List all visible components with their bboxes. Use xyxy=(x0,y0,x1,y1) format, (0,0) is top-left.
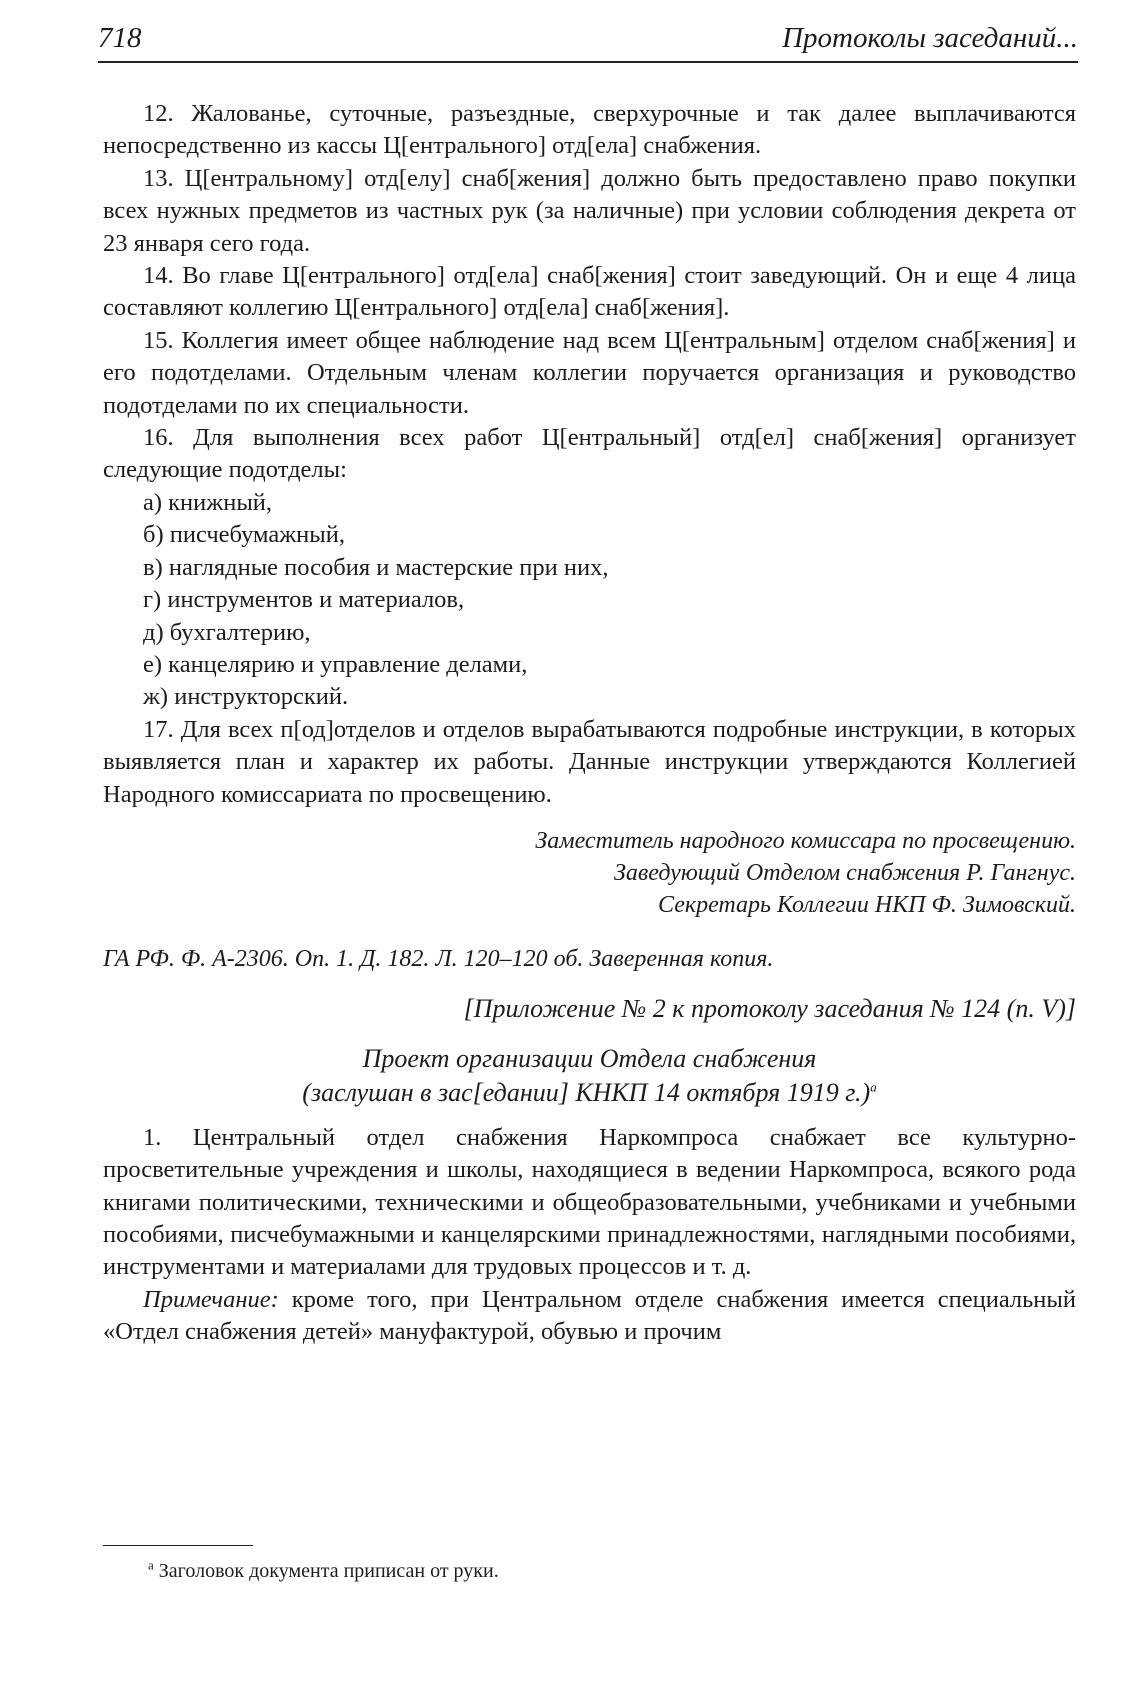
running-header xyxy=(98,14,1078,58)
list-item: в) наглядные пособия и мастерские при них, xyxy=(143,553,609,581)
header-rule xyxy=(98,61,1078,63)
paragraph-1: 1. Центральный отдел снабжения Наркомпроса снабжает все культурно-просветительные учреждения и школы, находящиеся в ведении Наркомпроса, всякого рода книгами политическими, техническими и общеобразовательными, учебниками и учебными пособиями, писчебумажными и канцелярскими принадлежностями, наглядными пособиями, инструментами и материалами для трудовых процессов и т. д. xyxy=(103,1123,1076,1281)
note-label: Примечание: xyxy=(143,1285,279,1313)
item-15: 15. Коллегия имеет общее наблюдение над всем Ц[ентральным] отделом снаб[жения] и его подотделами. Отдельным членам коллегии поручается организация и руководство подотделами по их специальности. xyxy=(103,326,1076,419)
document-title-line1: Проект организации Отдела снабжения xyxy=(362,1043,817,1073)
item-13: 13. Ц[ентральному] отд[елу] снаб[жения] должно быть предоставлено право покупки всех нужных предметов из частных рук (за наличные) при условии соблюдения декрета от 23 января сего года. xyxy=(103,164,1076,257)
signature-line: Секретарь Коллегии НКП Ф. Зимовский. xyxy=(658,891,1076,918)
archive-source: ГА РФ. Ф. А-2306. Оп. 1. Д. 182. Л. 120–120 об. Заверенная копия. xyxy=(103,945,774,972)
footnote-marker: а xyxy=(870,1079,877,1095)
list-item: г) инструментов и материалов, xyxy=(143,586,465,614)
document-title-line2 xyxy=(103,1076,1076,1110)
footnote-mark: а xyxy=(148,1557,154,1573)
page-number: 718 xyxy=(98,22,142,54)
item-16: 16. Для выполнения всех работ Ц[ентральный] отд[ел] снаб[жения] организует следующие подотделы: xyxy=(103,424,1076,484)
subdepartment-list xyxy=(103,487,1076,714)
item-12: 12. Жалованье, суточные, разъездные, сверхурочные и так далее выплачиваются непосредственно из кассы Ц[ентрального] отд[ела] снабжения. xyxy=(103,100,1076,160)
list-item: ж) инструкторский. xyxy=(143,683,349,711)
footnote xyxy=(148,1557,499,1583)
signature-line: Заместитель народного комиссара по просвещению. xyxy=(535,827,1076,854)
document-title xyxy=(103,1042,1076,1110)
list-item: е) канцелярию и управление делами, xyxy=(143,650,528,678)
list-item: а) книжный, xyxy=(143,488,273,516)
footnote-rule xyxy=(103,1545,253,1546)
note-paragraph xyxy=(103,1284,1076,1349)
list-item: б) писчебумажный, xyxy=(143,521,345,549)
note-text: кроме того, при Центральном отделе снабжения имеется специальный «Отдел снабжения детей» мануфактурой, обувью и прочим xyxy=(103,1285,1076,1346)
running-title: Протоколы заседаний... xyxy=(782,22,1078,54)
item-14: 14. Во главе Ц[ентрального] отд[ела] снаб[жения] стоит заведующий. Он и еще 4 лица составляют коллегию Ц[ентрального] отд[ела] снаб[жения]. xyxy=(103,262,1076,322)
signatures xyxy=(103,825,1076,921)
appendix-heading: [Приложение № 2 к протоколу заседания № 124 (п. V)] xyxy=(463,994,1076,1024)
document-title-line2-text: (заслушан в зас[едании] КНКП 14 октября 1919 г.) xyxy=(302,1077,871,1107)
footnote-text: Заголовок документа приписан от руки. xyxy=(153,1560,499,1582)
signature-line: Заведующий Отделом снабжения Р. Гангнус. xyxy=(613,859,1076,886)
item-17: 17. Для всех п[од]отделов и отделов вырабатываются подробные инструкции, в которых выявляется план и характер их работы. Данные инструкции утверждаются Коллегией Народного комиссариата по просвещению. xyxy=(103,715,1076,808)
list-item: д) бухгалтерию, xyxy=(143,618,311,646)
page-body xyxy=(103,98,1076,1349)
